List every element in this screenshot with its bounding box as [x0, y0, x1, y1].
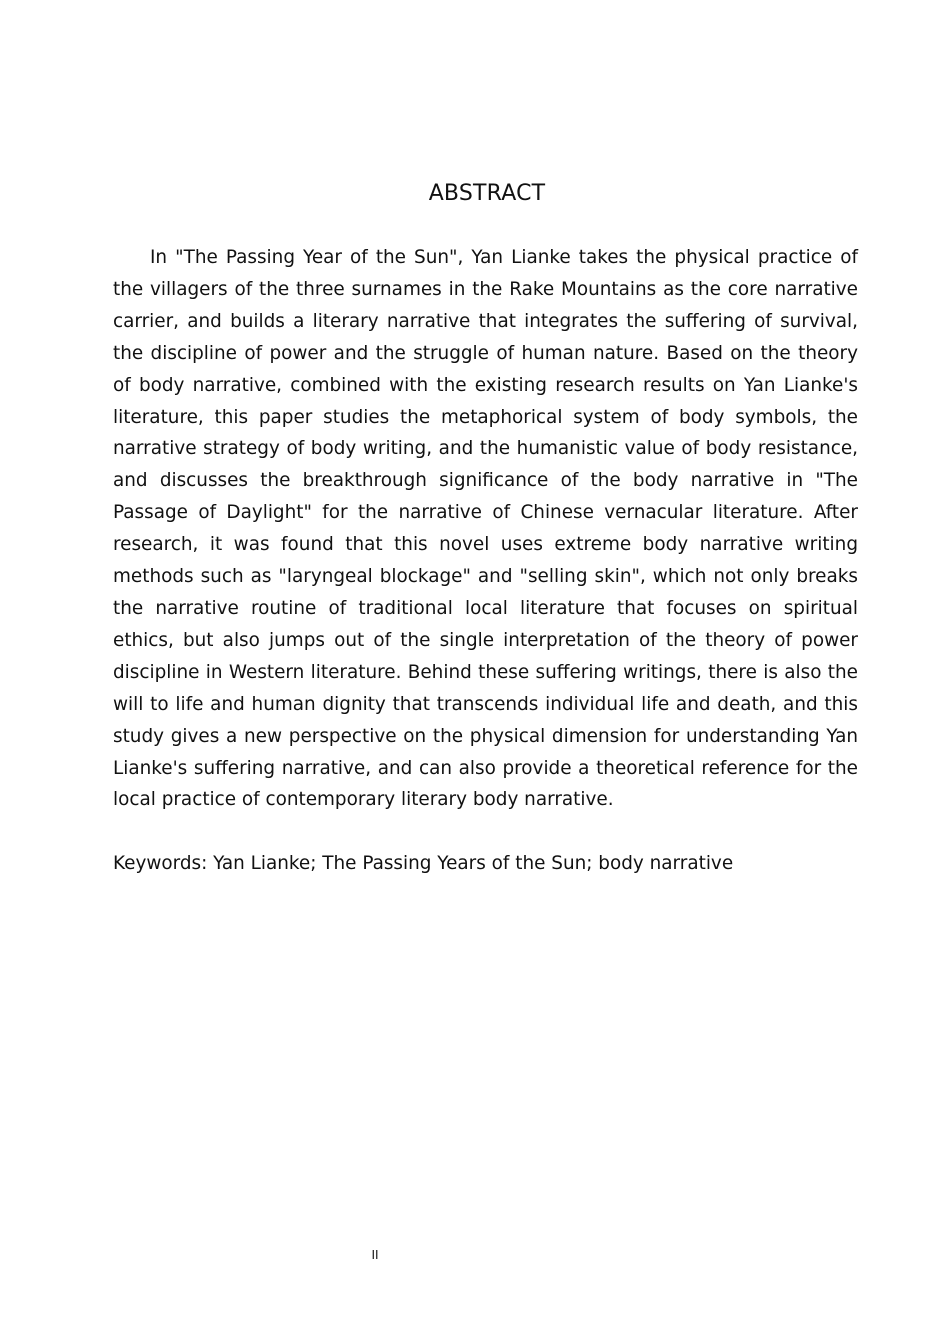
- abstract-title: ABSTRACT: [428, 181, 546, 206]
- keywords-line: Keywords: Yan Lianke; The Passing Years of the Sun; body narrative: [113, 853, 734, 874]
- page-number: II: [371, 1248, 379, 1262]
- abstract-paragraph: In "The Passing Year of the Sun", Yan Lianke takes the physical practice of the villagers of the three surnames in the Rake Mountains as the core narrative carrier, and builds a literary narrative that integrates the suffering of survival, the discipline of power and the struggle of human nature. Based on the theory of body narrative, combined with the existing research results on Yan Lianke's literature, this paper studies the metaphorical system of body symbols, the narrative strategy of body writing, and the humanistic value of body resistance, and discusses the breakthrough significance of the body narrative in "The Passage of Daylight" for the narrative of Chinese vernacular literature. After research, it was found that this novel uses extreme body narrative writing methods such as "laryngeal blockage" and "selling skin", which not only breaks the narrative routine of traditional local literature that focuses on spiritual ethics, but also jumps out of the single interpretation of the theory of power discipline in Western literature. Behind these suffering writings, there is also the will to life and human dignity that transcends individual life and death, and this study gives a new perspective on the physical dimension for understanding Yan Lianke's suffering narrative, and can also provide a theoretical reference for the local practice of contemporary literary body narrative.: [113, 247, 858, 811]
